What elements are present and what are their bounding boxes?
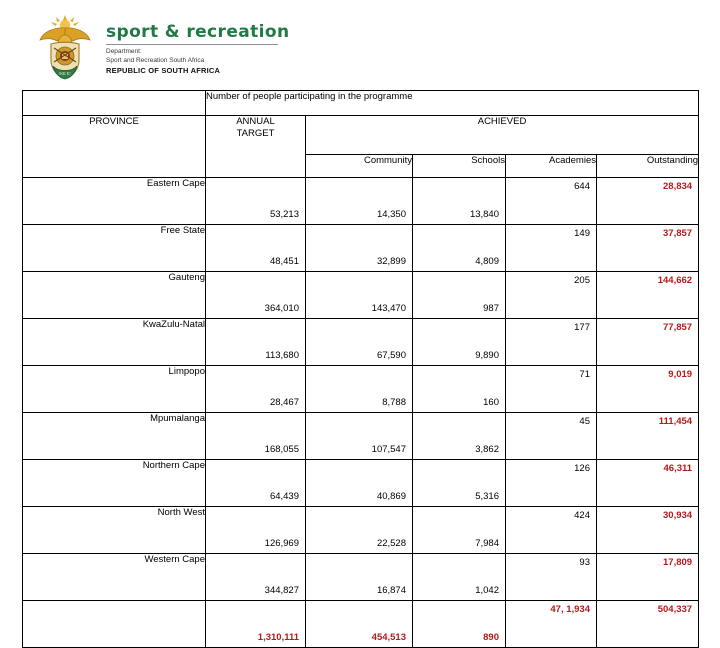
value-community: 40,869 bbox=[376, 491, 406, 502]
cell-academies bbox=[506, 460, 597, 507]
cell-schools bbox=[413, 178, 506, 225]
value-schools: 13,840 bbox=[469, 209, 499, 220]
table-row bbox=[23, 178, 699, 225]
value-annual-target: 126,969 bbox=[264, 538, 299, 549]
value-annual-target: 48,451 bbox=[269, 256, 299, 267]
value-schools: 1,042 bbox=[475, 585, 499, 596]
value-academies: 71 bbox=[579, 369, 590, 380]
cell-community bbox=[306, 460, 413, 507]
brand-divider bbox=[106, 44, 278, 45]
value-academies: 149 bbox=[574, 228, 590, 239]
value-community: 143,470 bbox=[371, 303, 406, 314]
cell-schools bbox=[413, 225, 506, 272]
cell-schools bbox=[413, 460, 506, 507]
cell-schools bbox=[413, 366, 506, 413]
value-annual-target: 364,010 bbox=[264, 303, 299, 314]
page-header bbox=[0, 0, 720, 88]
cell-province: Limpopo bbox=[23, 366, 206, 413]
value-community: 8,788 bbox=[382, 397, 406, 408]
cell-outstanding bbox=[597, 319, 699, 366]
value-outstanding: 111,454 bbox=[658, 416, 693, 427]
cell-annual-target bbox=[206, 178, 306, 225]
cell-schools bbox=[413, 272, 506, 319]
cell-province: KwaZulu-Natal bbox=[23, 319, 206, 366]
value-total-community: 454,513 bbox=[371, 632, 406, 643]
table-row bbox=[23, 225, 699, 272]
value-outstanding: 17,809 bbox=[663, 557, 693, 568]
participation-report-table bbox=[22, 90, 699, 648]
value-total-schools: 890 bbox=[483, 632, 499, 643]
cell-total-outstanding bbox=[597, 601, 699, 648]
cell-academies bbox=[506, 507, 597, 554]
table-total-row bbox=[23, 601, 699, 648]
table-header bbox=[23, 91, 699, 178]
value-annual-target: 113,680 bbox=[265, 350, 299, 361]
value-community: 32,899 bbox=[376, 256, 406, 267]
value-annual-target: 64,439 bbox=[269, 491, 299, 502]
value-total-outstanding: 504,337 bbox=[657, 604, 693, 615]
cell-province: North West bbox=[23, 507, 206, 554]
table-body bbox=[23, 178, 699, 648]
value-total-academies: 47, 1,934 bbox=[550, 604, 590, 615]
value-schools: 7,984 bbox=[475, 538, 499, 549]
value-community: 22,528 bbox=[376, 538, 406, 549]
table-row bbox=[23, 507, 699, 554]
header-schools: Schools bbox=[413, 155, 506, 178]
cell-total-community bbox=[306, 601, 413, 648]
table-row bbox=[23, 460, 699, 507]
cell-academies bbox=[506, 319, 597, 366]
cell-total-schools bbox=[413, 601, 506, 648]
cell-community bbox=[306, 366, 413, 413]
value-community: 107,547 bbox=[371, 444, 406, 455]
cell-outstanding bbox=[597, 554, 699, 601]
cell-academies bbox=[506, 413, 597, 460]
value-outstanding: 77,857 bbox=[663, 322, 693, 333]
branding-lockup bbox=[34, 14, 289, 80]
cell-outstanding bbox=[597, 225, 699, 272]
value-academies: 424 bbox=[574, 510, 590, 521]
cell-total-academies bbox=[506, 601, 597, 648]
branding-text bbox=[106, 14, 289, 77]
cell-annual-target bbox=[206, 366, 306, 413]
header-academies: Academies bbox=[506, 155, 597, 178]
value-community: 14,350 bbox=[376, 209, 406, 220]
table-row bbox=[23, 319, 699, 366]
value-annual-target: 344,827 bbox=[264, 585, 299, 596]
cell-schools bbox=[413, 319, 506, 366]
value-academies: 93 bbox=[579, 557, 590, 568]
cell-province: Free State bbox=[23, 225, 206, 272]
cell-outstanding bbox=[597, 507, 699, 554]
table-row bbox=[23, 272, 699, 319]
value-schools: 4,809 bbox=[475, 256, 499, 267]
cell-community bbox=[306, 507, 413, 554]
value-academies: 644 bbox=[574, 181, 590, 192]
value-schools: 3,862 bbox=[475, 444, 499, 455]
department-line-1: Department: bbox=[106, 48, 142, 55]
report-table-container bbox=[22, 90, 698, 648]
cell-annual-target bbox=[206, 319, 306, 366]
cell-province: Western Cape bbox=[23, 554, 206, 601]
cell-annual-target bbox=[206, 225, 306, 272]
cell-outstanding bbox=[597, 272, 699, 319]
value-annual-target: 168,055 bbox=[264, 444, 299, 455]
south-african-coat-of-arms-icon bbox=[34, 14, 96, 80]
table-row bbox=[23, 554, 699, 601]
header-annual-target bbox=[206, 116, 306, 178]
cell-outstanding bbox=[597, 366, 699, 413]
value-community: 67,590 bbox=[376, 350, 406, 361]
value-schools: 987 bbox=[483, 303, 499, 314]
header-annual-target-line1: ANNUAL bbox=[236, 116, 275, 127]
cell-annual-target bbox=[206, 460, 306, 507]
brand-title: sport & recreation bbox=[106, 22, 290, 42]
cell-schools bbox=[413, 507, 506, 554]
header-annual-target-line2: TARGET bbox=[236, 127, 275, 139]
cell-province: Gauteng bbox=[23, 272, 206, 319]
cell-community bbox=[306, 225, 413, 272]
cell-academies bbox=[506, 272, 597, 319]
cell-schools bbox=[413, 413, 506, 460]
value-annual-target: 53,213 bbox=[269, 209, 299, 220]
cell-outstanding bbox=[597, 178, 699, 225]
cell-community bbox=[306, 178, 413, 225]
value-academies: 126 bbox=[574, 463, 590, 474]
cell-academies bbox=[506, 178, 597, 225]
cell-annual-target bbox=[206, 272, 306, 319]
value-outstanding: 9,019 bbox=[668, 369, 693, 380]
value-outstanding: 37,857 bbox=[663, 228, 693, 239]
value-outstanding: 28,834 bbox=[663, 181, 693, 192]
value-schools: 5,316 bbox=[475, 491, 499, 502]
cell-annual-target bbox=[206, 554, 306, 601]
value-academies: 177 bbox=[574, 322, 590, 333]
cell-community bbox=[306, 554, 413, 601]
cell-total-label bbox=[23, 601, 206, 648]
cell-annual-target bbox=[206, 413, 306, 460]
cell-outstanding bbox=[597, 413, 699, 460]
value-community: 16,874 bbox=[376, 585, 406, 596]
cell-province: Eastern Cape bbox=[23, 178, 206, 225]
header-blank-corner bbox=[23, 91, 206, 116]
value-outstanding: 46,311 bbox=[663, 463, 693, 474]
value-academies: 45 bbox=[579, 416, 590, 427]
svg-text:!KE E:: !KE E: bbox=[59, 71, 71, 76]
cell-outstanding bbox=[597, 460, 699, 507]
header-row-title bbox=[23, 91, 699, 116]
value-outstanding: 144,662 bbox=[657, 275, 693, 286]
cell-schools bbox=[413, 554, 506, 601]
header-achieved: ACHIEVED bbox=[306, 116, 699, 155]
value-schools: 160 bbox=[483, 397, 499, 408]
value-academies: 205 bbox=[574, 275, 590, 286]
cell-community bbox=[306, 272, 413, 319]
cell-province: Northern Cape bbox=[23, 460, 206, 507]
value-total-annual-target: 1,310,111 bbox=[257, 632, 299, 643]
department-line-2: Sport and Recreation South Africa bbox=[106, 57, 205, 65]
cell-total-annual-target bbox=[206, 601, 306, 648]
value-annual-target: 28,467 bbox=[269, 397, 299, 408]
header-row-groups bbox=[23, 116, 699, 155]
header-province: PROVINCE bbox=[23, 116, 206, 178]
value-outstanding: 30,934 bbox=[663, 510, 693, 521]
department-line-3: REPUBLIC OF SOUTH AFRICA bbox=[106, 65, 221, 75]
header-outstanding: Outstanding bbox=[597, 155, 699, 178]
cell-community bbox=[306, 319, 413, 366]
header-community: Community bbox=[306, 155, 413, 178]
cell-academies bbox=[506, 366, 597, 413]
cell-academies bbox=[506, 554, 597, 601]
department-block bbox=[106, 47, 289, 77]
header-programme-title: Number of people participating in the programme bbox=[206, 91, 699, 116]
cell-annual-target bbox=[206, 507, 306, 554]
cell-community bbox=[306, 413, 413, 460]
value-schools: 9,890 bbox=[475, 350, 499, 361]
cell-academies bbox=[506, 225, 597, 272]
table-row bbox=[23, 366, 699, 413]
table-row bbox=[23, 413, 699, 460]
cell-province: Mpumalanga bbox=[23, 413, 206, 460]
